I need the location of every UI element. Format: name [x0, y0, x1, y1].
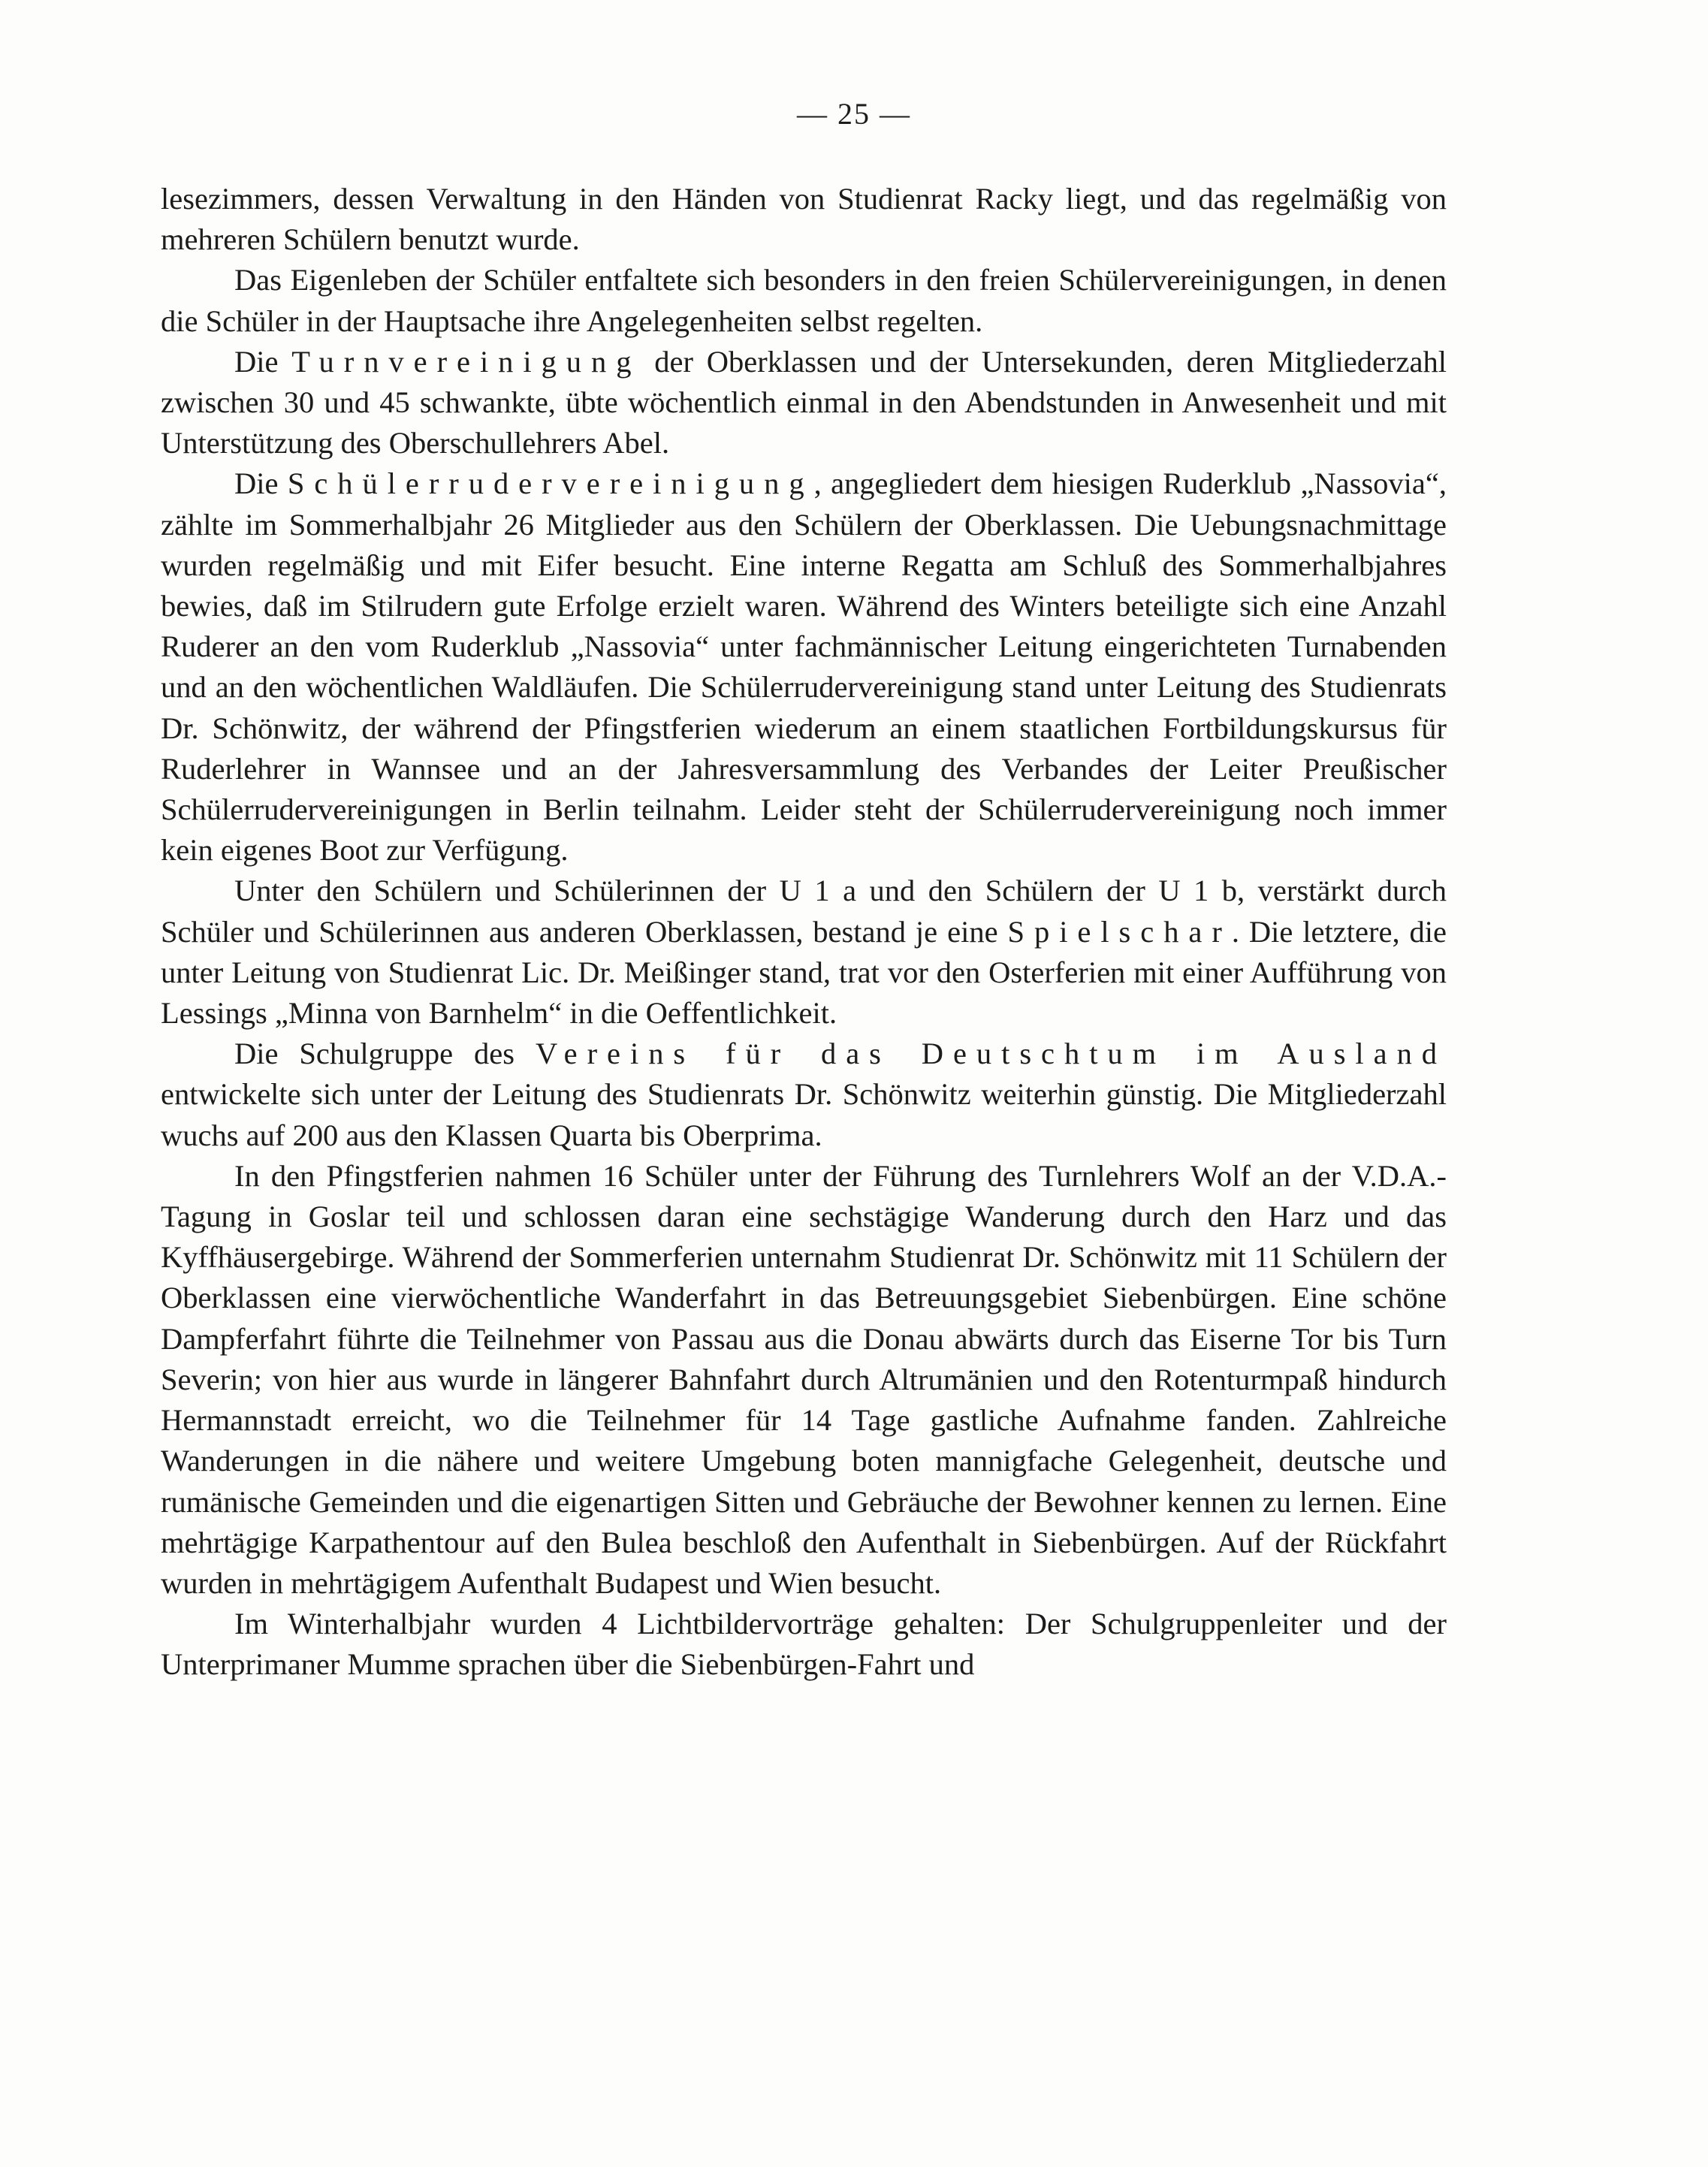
text-run: Die — [234, 344, 292, 379]
paragraph — [161, 1604, 1447, 1685]
paragraph — [161, 463, 1447, 871]
paragraph — [161, 871, 1447, 1034]
text-run: , angegliedert dem hiesigen Ruderklub „Nassovia“, zählte im Sommerhalbjahr 26 Mitglieder aus den Schülern der Oberklassen. Die Uebungsnachmittage wurden regelmäßig und mit Eifer besucht. Eine interne Regatta am Schluß des Sommerhalbjahres bewies, daß im Stilrudern gute Erfolge erzielt waren. Während des Winters beteiligte sich eine Anzahl Ruderer an den vom Ruderklub „Nassovia“ unter fachmännischer Leitung eingerichteten Turnabenden und an den wöchentlichen Waldläufen. Die Schülerrudervereinigung stand unter Leitung des Studienrats Dr. Schönwitz, der während der Pfingstferien wiederum an einem staatlichen Fortbildungskursus für Ruderlehrer in Wannsee und an der Jahresversammlung des Verbandes der Leiter Preußischer Schülerrudervereinigungen in Berlin teilnahm. Leider steht der Schülerrudervereinigung noch immer kein eigenes Boot zur Verfügung. — [161, 466, 1447, 868]
text-run: Unter den Schülern und Schülerinnen der U 1 a und den Schülern der U 1 b, verstärkt durch Schüler und Schülerinnen aus anderen Oberklassen, bestand je eine — [161, 874, 1447, 949]
paragraph — [161, 342, 1447, 464]
page-number: — 25 — — [797, 97, 911, 131]
text-run: Im Winterhalbjahr wurden 4 Lichtbildervorträge gehalten: Der Schulgruppenleiter und der Unterprimaner Mumme sprachen über die Siebenbürgen-Fahrt und — [161, 1607, 1447, 1682]
text-run: Das Eigenleben der Schüler entfaltete sich besonders in den freien Schülervereinigungen, in denen die Schüler in der Hauptsache ihre Angelegenheiten selbst regelten. — [161, 263, 1447, 338]
body-text — [161, 179, 1447, 1686]
text-run: Die — [234, 466, 288, 501]
text-run: . Die letztere, die unter Leitung von Studienrat Lic. Dr. Meißinger stand, trat vor den Osterferien mit einer Aufführung von Lessings „Minna von Barnhelm“ in die Oeffentlichkeit. — [161, 914, 1447, 1031]
text-run: lesezimmers, dessen Verwaltung in den Händen von Studienrat Racky liegt, und das regelmäßig von mehreren Schülern benutzt wurde. — [161, 182, 1447, 257]
paragraph — [161, 1034, 1447, 1156]
paragraph — [161, 260, 1447, 341]
paragraph — [161, 1156, 1447, 1604]
spaced-emphasis: Vereins für das Deutschtum im Ausland — [535, 1037, 1447, 1071]
spaced-emphasis: Turnvereinigung — [291, 344, 641, 379]
spaced-emphasis: Schülerrudervereinigung — [287, 466, 814, 501]
text-run: der Oberklassen und der Untersekunden, deren Mitgliederzahl zwischen 30 und 45 schwankte, übte wöchentlich einmal in den Abendstunden in Anwesenheit und mit Unterstützung des Oberschullehrers Abel. — [161, 344, 1447, 460]
text-run: In den Pfingstferien nahmen 16 Schüler unter der Führung des Turnlehrers Wolf an der V.D.A.-Tagung in Goslar teil und schlossen daran eine sechstägige Wanderung durch den Harz und das Kyffhäusergebirge. Während der Sommerferien unternahm Studienrat Dr. Schönwitz mit 11 Schülern der Oberklassen eine vierwöchentliche Wanderfahrt in das Betreuungsgebiet Siebenbürgen. Eine schöne Dampferfahrt führte die Teilnehmer von Passau aus die Donau abwärts durch das Eiserne Tor bis Turn Severin; von hier aus wurde in längerer Bahnfahrt durch Altrumänien und den Rotenturmpaß hindurch Hermannstadt erreicht, wo die Teilnehmer für 14 Tage gastliche Aufnahme fanden. Zahlreiche Wanderungen in die nähere und weitere Umgebung boten mannigfache Gelegenheit, deutsche und rumänische Gemeinden und die eigenartigen Sitten und Gebräuche der Bewohner kennen zu lernen. Eine mehrtägige Karpathentour auf den Bulea beschloß den Aufenthalt in Siebenbürgen. Auf der Rückfahrt wurden in mehrtägigem Aufenthalt Budapest und Wien besucht. — [161, 1158, 1447, 1600]
spaced-emphasis: Spielschar — [1007, 914, 1232, 949]
paragraph — [161, 179, 1447, 260]
text-run: Die Schulgruppe des — [234, 1037, 536, 1071]
text-run: entwickelte sich unter der Leitung des Studienrats Dr. Schönwitz weiterhin günstig. Die Mitgliederzahl wuchs auf 200 aus den Klassen Quarta bis Oberprima. — [161, 1077, 1447, 1152]
